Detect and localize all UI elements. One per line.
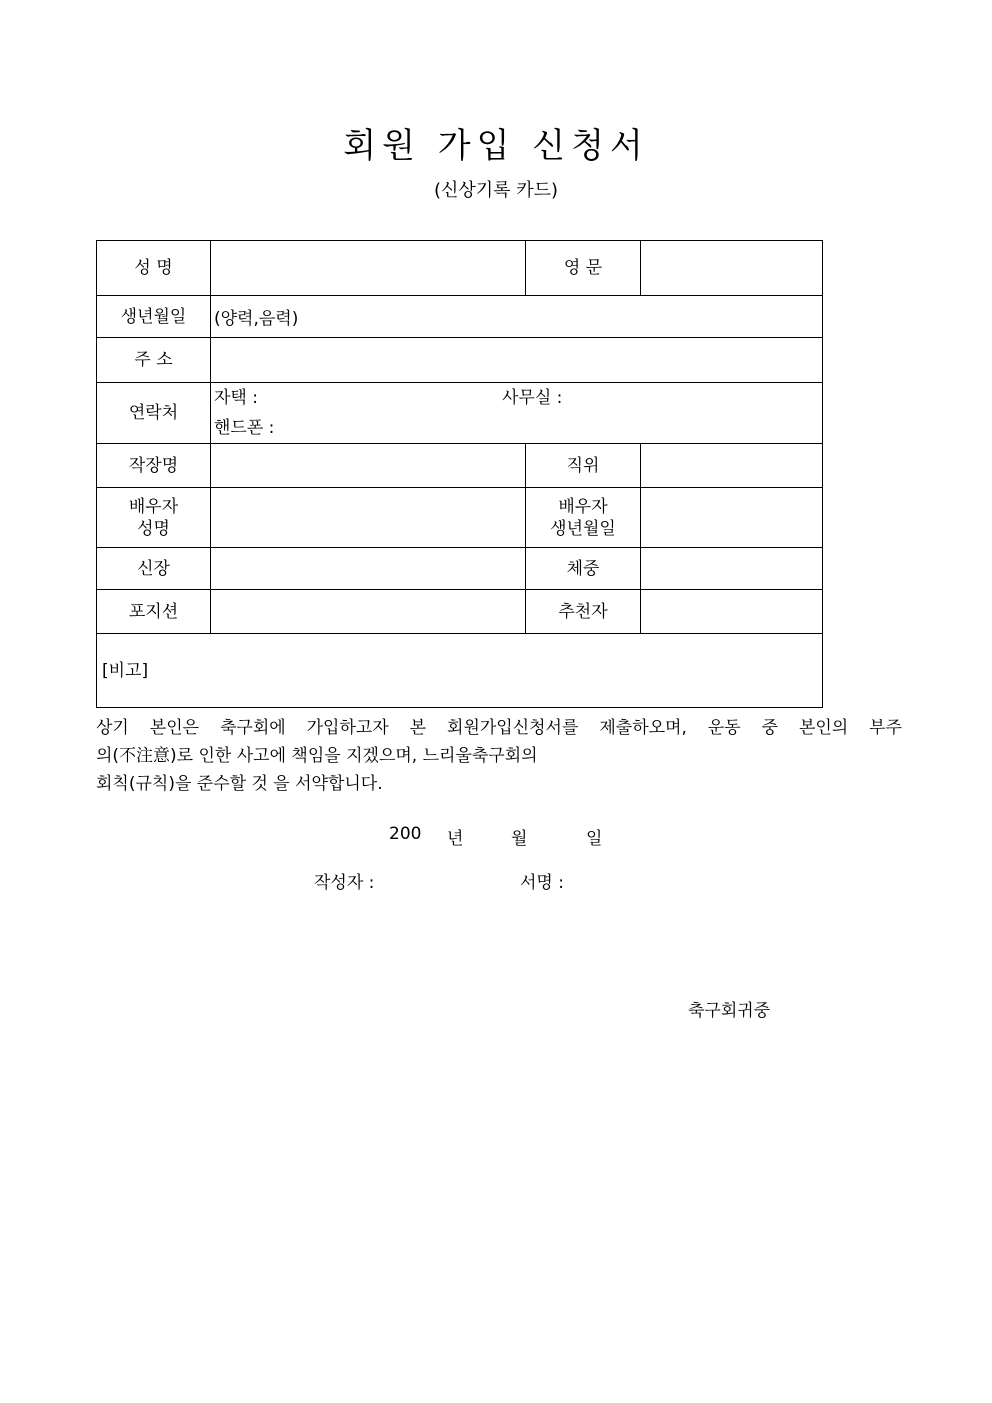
spouse-name-label bbox=[97, 488, 211, 548]
spouse-name-label-line2: 성명 bbox=[137, 518, 170, 539]
address-field[interactable] bbox=[211, 338, 823, 383]
row-workplace bbox=[97, 444, 823, 488]
address-label: 주 소 bbox=[97, 338, 211, 383]
row-position bbox=[97, 590, 823, 634]
row-spouse bbox=[97, 488, 823, 548]
date-year-unit: 년 bbox=[447, 829, 464, 849]
row-remarks bbox=[97, 634, 823, 708]
name-label: 성 명 bbox=[97, 241, 211, 296]
field-position-field[interactable] bbox=[211, 590, 526, 634]
date-day-unit: 일 bbox=[586, 829, 603, 849]
spouse-birth-field[interactable] bbox=[641, 488, 823, 548]
height-label: 신장 bbox=[97, 548, 211, 590]
member-info-table bbox=[96, 240, 823, 708]
spouse-name-label-line1: 배우자 bbox=[128, 496, 179, 517]
spouse-birth-label-line1: 배우자 bbox=[558, 496, 608, 517]
home-phone-label: 자택 : bbox=[214, 388, 258, 408]
name-field[interactable] bbox=[211, 241, 526, 296]
spouse-birth-label bbox=[526, 488, 641, 548]
contact-line-2 bbox=[214, 413, 822, 443]
office-phone-label: 사무실 : bbox=[502, 388, 563, 408]
workplace-label: 작장명 bbox=[97, 444, 211, 488]
row-address bbox=[97, 338, 823, 383]
english-name-label: 영 문 bbox=[526, 241, 641, 296]
field-position-label: 포지션 bbox=[97, 590, 211, 634]
contact-label: 연락처 bbox=[97, 383, 211, 444]
signature-label: 서명 : bbox=[520, 873, 564, 893]
spouse-name-field[interactable] bbox=[211, 488, 526, 548]
remarks-label: [비고] bbox=[102, 661, 149, 681]
row-birth bbox=[97, 296, 823, 338]
recommender-label: 추천자 bbox=[526, 590, 641, 634]
pledge-statement bbox=[96, 714, 902, 798]
job-position-field[interactable] bbox=[641, 444, 823, 488]
form-subtitle: (신상기록 카드) bbox=[433, 180, 559, 201]
contact-field[interactable] bbox=[211, 383, 823, 444]
job-position-label: 직위 bbox=[526, 444, 641, 488]
row-body bbox=[97, 548, 823, 590]
weight-field[interactable] bbox=[641, 548, 823, 590]
writer-label: 작성자 : bbox=[314, 873, 375, 893]
date-year: 200 bbox=[389, 824, 422, 844]
recommender-field[interactable] bbox=[641, 590, 823, 634]
contact-line-1 bbox=[214, 383, 822, 413]
weight-label: 체중 bbox=[526, 548, 641, 590]
birth-label: 생년월일 bbox=[97, 296, 211, 338]
pledge-line-2: 의(不注意)로 인한 사고에 책임을 지겠으며, 느리울축구회의 bbox=[96, 746, 538, 766]
remarks-field[interactable] bbox=[97, 634, 823, 708]
date-month-unit: 월 bbox=[511, 829, 528, 849]
mobile-phone-label: 핸드폰 : bbox=[214, 418, 275, 438]
pledge-line-1: 상기 본인은 축구회에 가입하고자 본 회원가입신청서를 제출하오며, 운동 중 본인의 부주 bbox=[96, 718, 902, 738]
form-title: 회원 가입 신청서 bbox=[343, 126, 649, 166]
pledge-line-3: 회칙(규칙)을 준수할 것 을 서약합니다. bbox=[96, 774, 383, 794]
spouse-birth-label-line2: 생년월일 bbox=[550, 518, 616, 539]
workplace-field[interactable] bbox=[211, 444, 526, 488]
birth-field[interactable]: (양력,음력) bbox=[211, 296, 823, 338]
addressee: 축구회귀중 bbox=[688, 1001, 771, 1021]
row-name bbox=[97, 241, 823, 296]
height-field[interactable] bbox=[211, 548, 526, 590]
english-name-field[interactable] bbox=[641, 241, 823, 296]
row-contact bbox=[97, 383, 823, 444]
